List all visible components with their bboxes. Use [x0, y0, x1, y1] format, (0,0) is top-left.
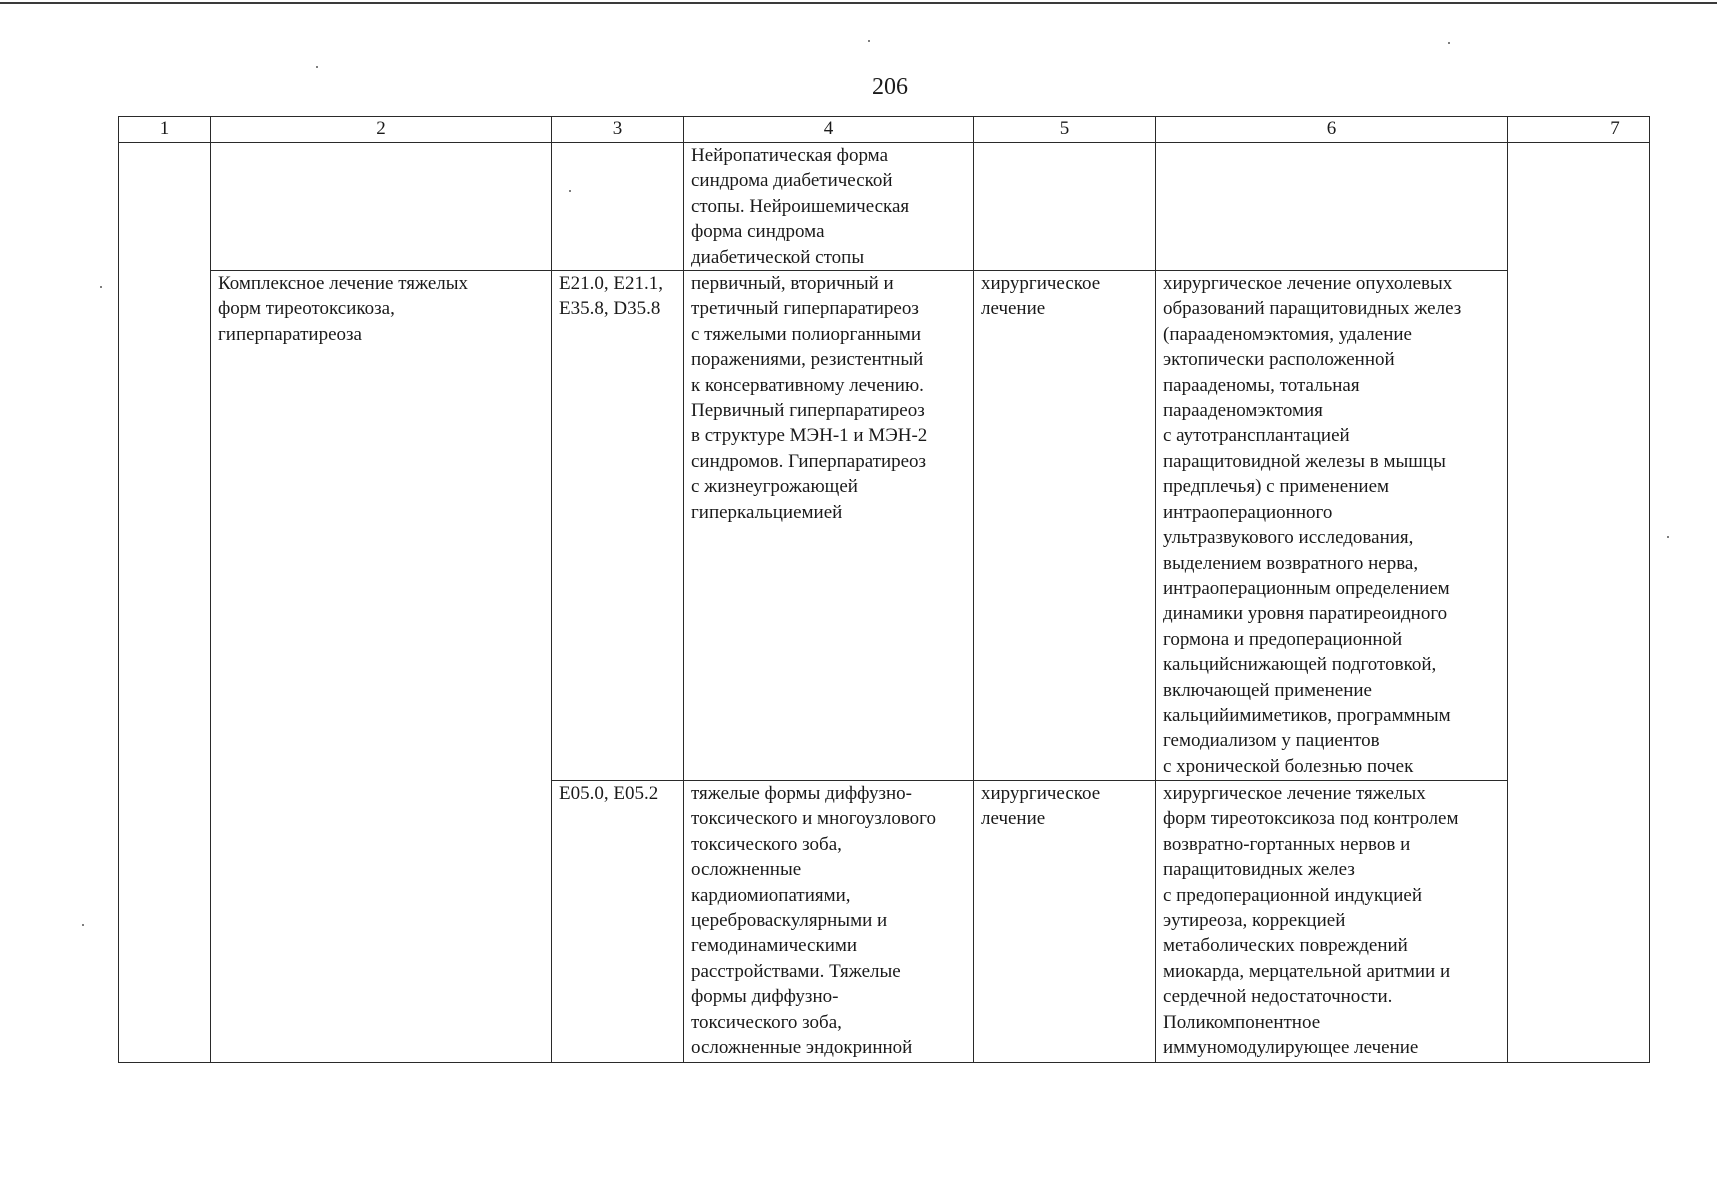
col4-cell: Нейропатическая форма синдрома диабетической стопы. Нейроишемическая форма синдрома диабетической стопы — [684, 143, 974, 271]
scan-speck — [100, 286, 102, 288]
table-row — [119, 271, 1650, 781]
col4-cell: первичный, вторичный и третичный гиперпаратиреоз с тяжелыми полиорганными поражениями, резистентный к консервативному лечению. Первичный гиперпаратиреоз в структуре МЭН-1 и МЭН-2 синдромов. Гиперпаратиреоз с жизнеугрожающей гиперкальциемией — [684, 271, 974, 781]
col6-cell: хирургическое лечение тяжелых форм тиреотоксикоза под контролем возвратно-гортанных нервов и паращитовидных желез с предоперационной индукцией эутиреоза, коррекцией метаболических повреждений миокарда, мерцательной аритмии и сердечной недостаточности. Поликомпонентное иммуномодулирующее лечение — [1156, 781, 1508, 1063]
col4-cell: тяжелые формы диффузно- токсического и многоузлового токсического зоба, осложненные кардиомиопатиями, цереброваскулярными и гемодинамическими расстройствами. Тяжелые формы диффузно- токсического зоба, осложненные эндокринной — [684, 781, 974, 1063]
col3-cell — [552, 143, 684, 271]
header-cell: 2 — [211, 117, 552, 143]
col5-cell — [974, 143, 1156, 271]
table-row — [119, 143, 1650, 271]
col3-cell: E05.0, E05.2 — [552, 781, 684, 1063]
col1-cell — [119, 143, 211, 1063]
header-cell: 3 — [552, 117, 684, 143]
col6-cell — [1156, 143, 1508, 271]
col6-cell: хирургическое лечение опухолевых образований паращитовидных желез (парааденомэктомия, удаление эктопически расположенной парааденомы, тотальная парааденомэктомия с аутотрансплантацией паращитовидной железы в мышцы предплечья) с применением интраоперационного ультразвукового исследования, выделением возвратного нерва, интраоперационным определением динамики уровня паратиреоидного гормона и предоперационной кальцийснижающей подготовкой, включающей применение кальцийимиметиков, программным гемодиализом у пациентов с хронической болезнью почек — [1156, 271, 1508, 781]
scan-speck — [1448, 42, 1450, 44]
medical-table — [118, 116, 1650, 1063]
header-cell: 7 — [1508, 117, 1650, 143]
scan-speck — [1667, 536, 1669, 538]
col7-cell — [1508, 143, 1650, 1063]
scan-speck — [569, 190, 571, 192]
col3-cell: E21.0, E21.1, E35.8, D35.8 — [552, 271, 684, 781]
col5-cell: хирургическое лечение — [974, 271, 1156, 781]
scan-speck — [316, 66, 318, 68]
table-header-row — [119, 117, 1650, 143]
scan-speck — [82, 924, 84, 926]
col2-cell — [211, 143, 552, 271]
header-cell: 1 — [119, 117, 211, 143]
header-cell: 5 — [974, 117, 1156, 143]
page-number: 206 — [872, 74, 908, 100]
header-cell: 6 — [1156, 117, 1508, 143]
col5-cell: хирургическое лечение — [974, 781, 1156, 1063]
header-cell: 4 — [684, 117, 974, 143]
top-rule — [0, 2, 1717, 4]
col2-cell: Комплексное лечение тяжелых форм тиреотоксикоза, гиперпаратиреоза — [211, 271, 552, 1063]
scan-speck — [868, 40, 870, 42]
